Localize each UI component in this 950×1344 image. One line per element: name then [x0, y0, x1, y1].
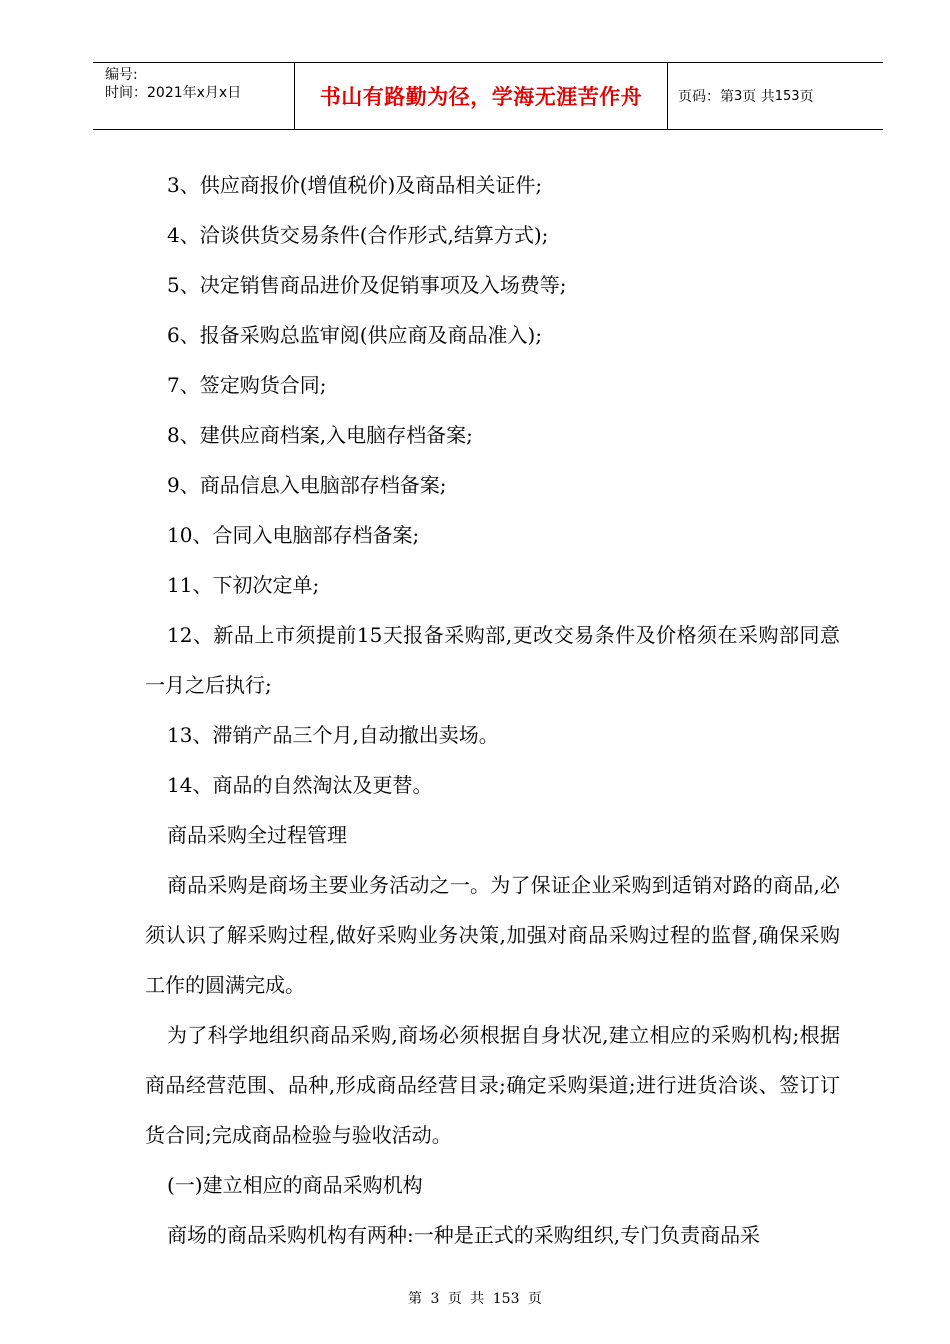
page-suffix: 页 — [799, 89, 814, 105]
page-prefix: 页码：第 — [678, 89, 734, 105]
header-page-info — [668, 63, 883, 129]
list-item: 13、滞销产品三个月,自动撤出卖场。 — [167, 723, 499, 747]
section-heading: 商品采购全过程管理 — [167, 823, 347, 847]
page-number: 3 — [734, 88, 743, 104]
page-header — [93, 62, 883, 130]
time-label: 时间：2021年x月x日 — [105, 85, 242, 101]
section-heading: (一)建立相应的商品采购机构 — [167, 1173, 423, 1197]
page-mid: 页 共 — [742, 89, 775, 105]
list-item: 6、报备采购总监审阅(供应商及商品准入); — [167, 323, 543, 347]
paragraph: 商场的商品采购机构有两种:一种是正式的采购组织,专门负责商品采 — [167, 1223, 761, 1247]
list-item: 12、新品上市须提前15天报备采购部,更改交易条件及价格须在采购部同意一月之后执行; — [145, 623, 840, 697]
list-item: 11、下初次定单; — [167, 573, 320, 597]
paragraph: 商品采购是商场主要业务活动之一。为了保证企业采购到适销对路的商品,必须认识了解采购过程,做好采购业务决策,加强对商品采购过程的监督,确保采购工作的圆满完成。 — [145, 873, 840, 997]
list-item: 8、建供应商档案,入电脑存档备案; — [167, 423, 473, 447]
list-item: 4、洽谈供货交易条件(合作形式,结算方式); — [167, 223, 549, 247]
list-item: 9、商品信息入电脑部存档备案; — [167, 473, 447, 497]
list-item: 5、决定销售商品进价及促销事项及入场费等; — [167, 273, 567, 297]
paragraph: 为了科学地组织商品采购,商场必须根据自身状况,建立相应的采购机构;根据商品经营范围、品种,形成商品经营目录;确定采购渠道;进行进货洽谈、签订订货合同;完成商品检验与验收活动。 — [145, 1023, 840, 1147]
list-item: 7、签定购货合同; — [167, 373, 327, 397]
serial-label: 编号: — [105, 67, 138, 83]
header-meta — [93, 63, 295, 129]
list-item: 10、合同入电脑部存档备案; — [167, 523, 420, 547]
header-motto: 书山有路勤为径，学海无涯苦作舟 — [295, 63, 668, 129]
document-body — [145, 160, 840, 1260]
list-item: 14、商品的自然淘汰及更替。 — [167, 773, 433, 797]
list-item: 3、供应商报价(增值税价)及商品相关证件; — [167, 173, 543, 197]
page-footer: 第 3 页 共 153 页 — [408, 1291, 542, 1307]
page-total: 153 — [774, 88, 800, 104]
